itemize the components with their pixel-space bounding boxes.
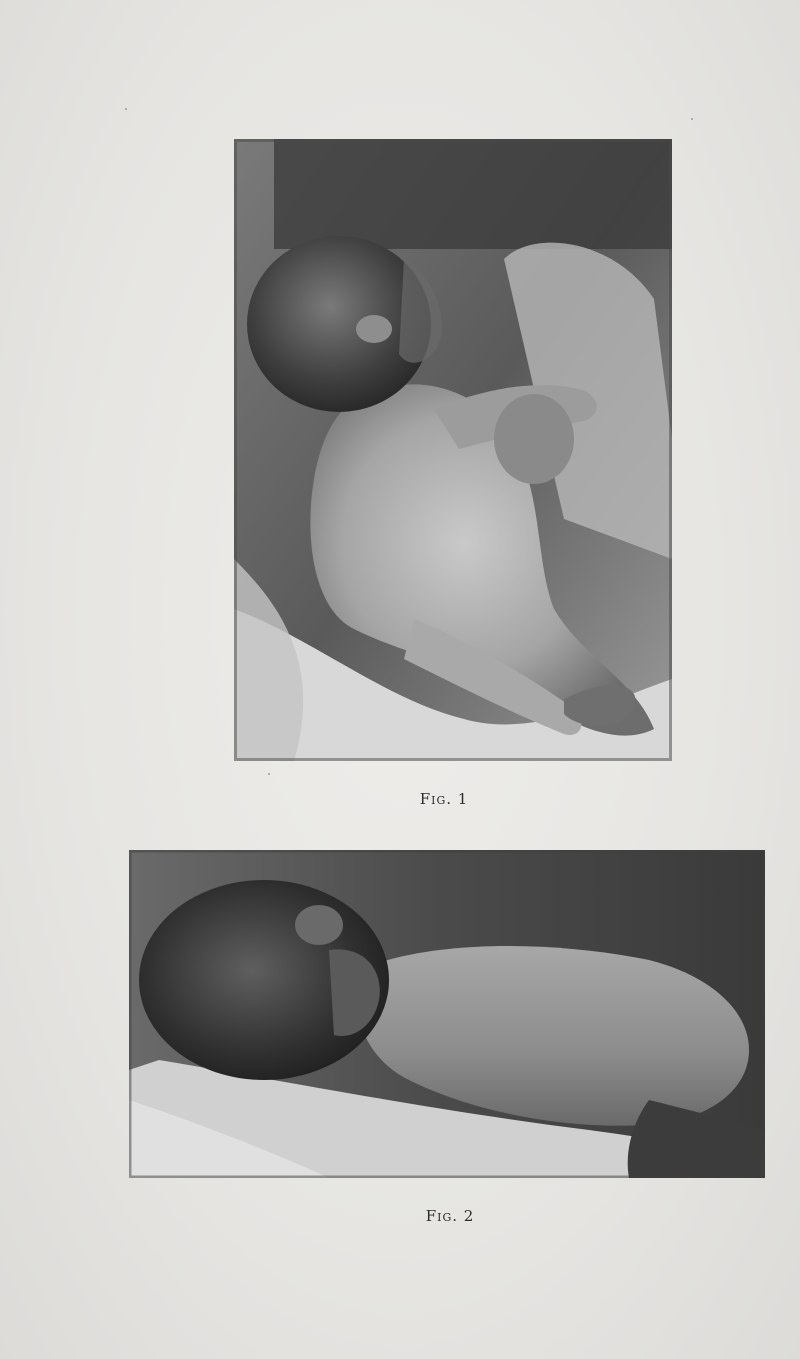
paper-speck [691, 118, 693, 120]
figure-1-image [234, 139, 672, 761]
figure-2-image [129, 850, 765, 1178]
figure-1-photograph [234, 139, 672, 761]
figure-2-photograph [129, 850, 765, 1178]
figure-1-caption: Fig. 1 [419, 790, 469, 808]
paper-speck [268, 773, 270, 775]
paper-speck [125, 108, 127, 110]
figure-2-caption: Fig. 2 [425, 1207, 475, 1225]
